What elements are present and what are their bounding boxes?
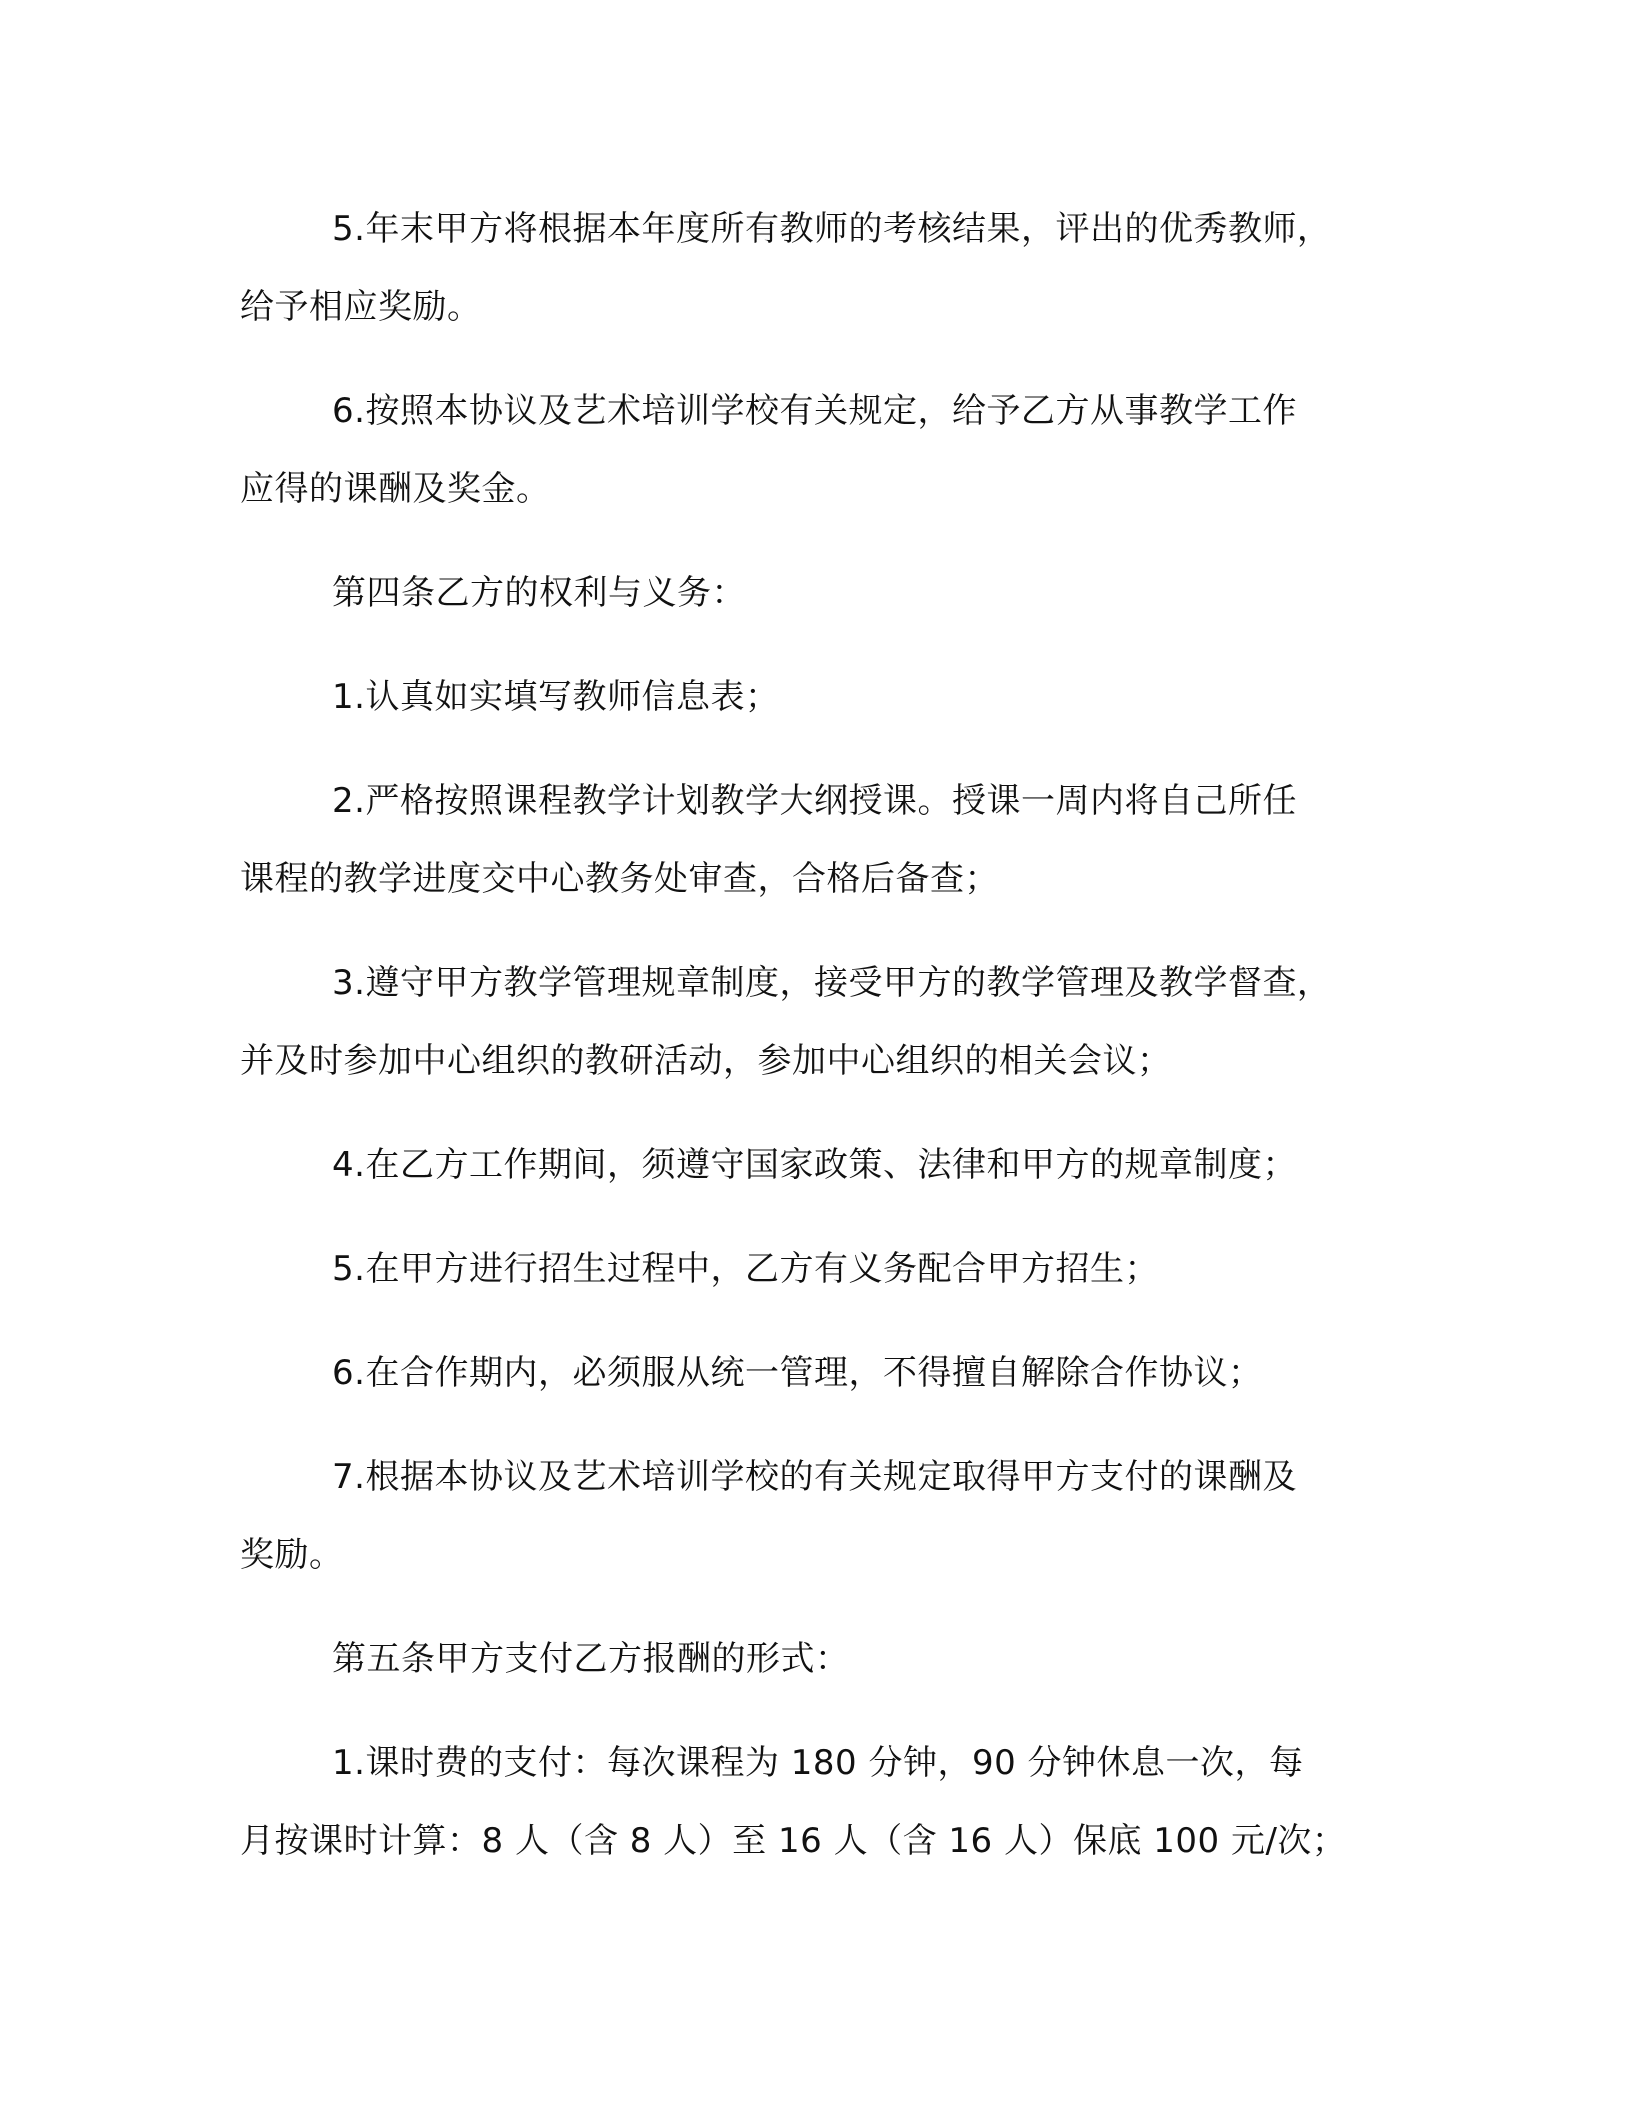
paragraph-cooperation-period	[240, 1334, 1390, 1412]
section-heading-text: 第四条乙方的权利与义务：	[332, 573, 746, 613]
paragraph-lesson-fee	[240, 1724, 1390, 1880]
paragraph-obey-laws	[240, 1126, 1390, 1204]
section-heading-article-4	[240, 554, 1390, 632]
paragraph-line: 7.根据本协议及艺术培训学校的有关规定取得甲方支付的课酬及	[332, 1457, 1297, 1497]
paragraph-line: 5.在甲方进行招生过程中，乙方有义务配合甲方招生；	[332, 1249, 1159, 1289]
section-heading-article-5	[240, 1620, 1390, 1698]
paragraph-line: 5.年末甲方将根据本年度所有教师的考核结果，评出的优秀教师，	[332, 209, 1332, 249]
paragraph-line: 课程的教学进度交中心教务处审查，合格后备查；	[240, 859, 999, 899]
paragraph-line: 并及时参加中心组织的教研活动，参加中心组织的相关会议；	[240, 1041, 1172, 1081]
paragraph-line: 6.按照本协议及艺术培训学校有关规定，给予乙方从事教学工作	[332, 391, 1297, 431]
document-body	[240, 190, 1390, 1906]
paragraph-receive-pay	[240, 1438, 1390, 1594]
paragraph-line: 奖励。	[240, 1535, 344, 1575]
paragraph-teacher-info	[240, 658, 1390, 736]
paragraph-line: 2.严格按照课程教学计划教学大纲授课。授课一周内将自己所任	[332, 781, 1297, 821]
paragraph-line: 给予相应奖励。	[240, 287, 482, 327]
paragraph-line: 6.在合作期内，必须服从统一管理，不得擅自解除合作协议；	[332, 1353, 1263, 1393]
paragraph-comply-management	[240, 944, 1390, 1100]
paragraph-line: 4.在乙方工作期间，须遵守国家政策、法律和甲方的规章制度；	[332, 1145, 1297, 1185]
paragraph-teaching-plan	[240, 762, 1390, 918]
paragraph-line: 3.遵守甲方教学管理规章制度，接受甲方的教学管理及教学督查，	[332, 963, 1332, 1003]
section-heading-text: 第五条甲方支付乙方报酬的形式：	[332, 1639, 850, 1679]
paragraph-line: 应得的课酬及奖金。	[240, 469, 551, 509]
paragraph-pay-and-bonus	[240, 372, 1390, 528]
paragraph-line: 1.课时费的支付：每次课程为 180 分钟，90 分钟休息一次，每	[332, 1743, 1304, 1783]
paragraph-line: 月按课时计算：8 人（含 8 人）至 16 人（含 16 人）保底 100 元/次；	[240, 1821, 1347, 1861]
paragraph-line: 1.认真如实填写教师信息表；	[332, 677, 780, 717]
paragraph-year-end-award	[240, 190, 1390, 346]
paragraph-enrollment	[240, 1230, 1390, 1308]
